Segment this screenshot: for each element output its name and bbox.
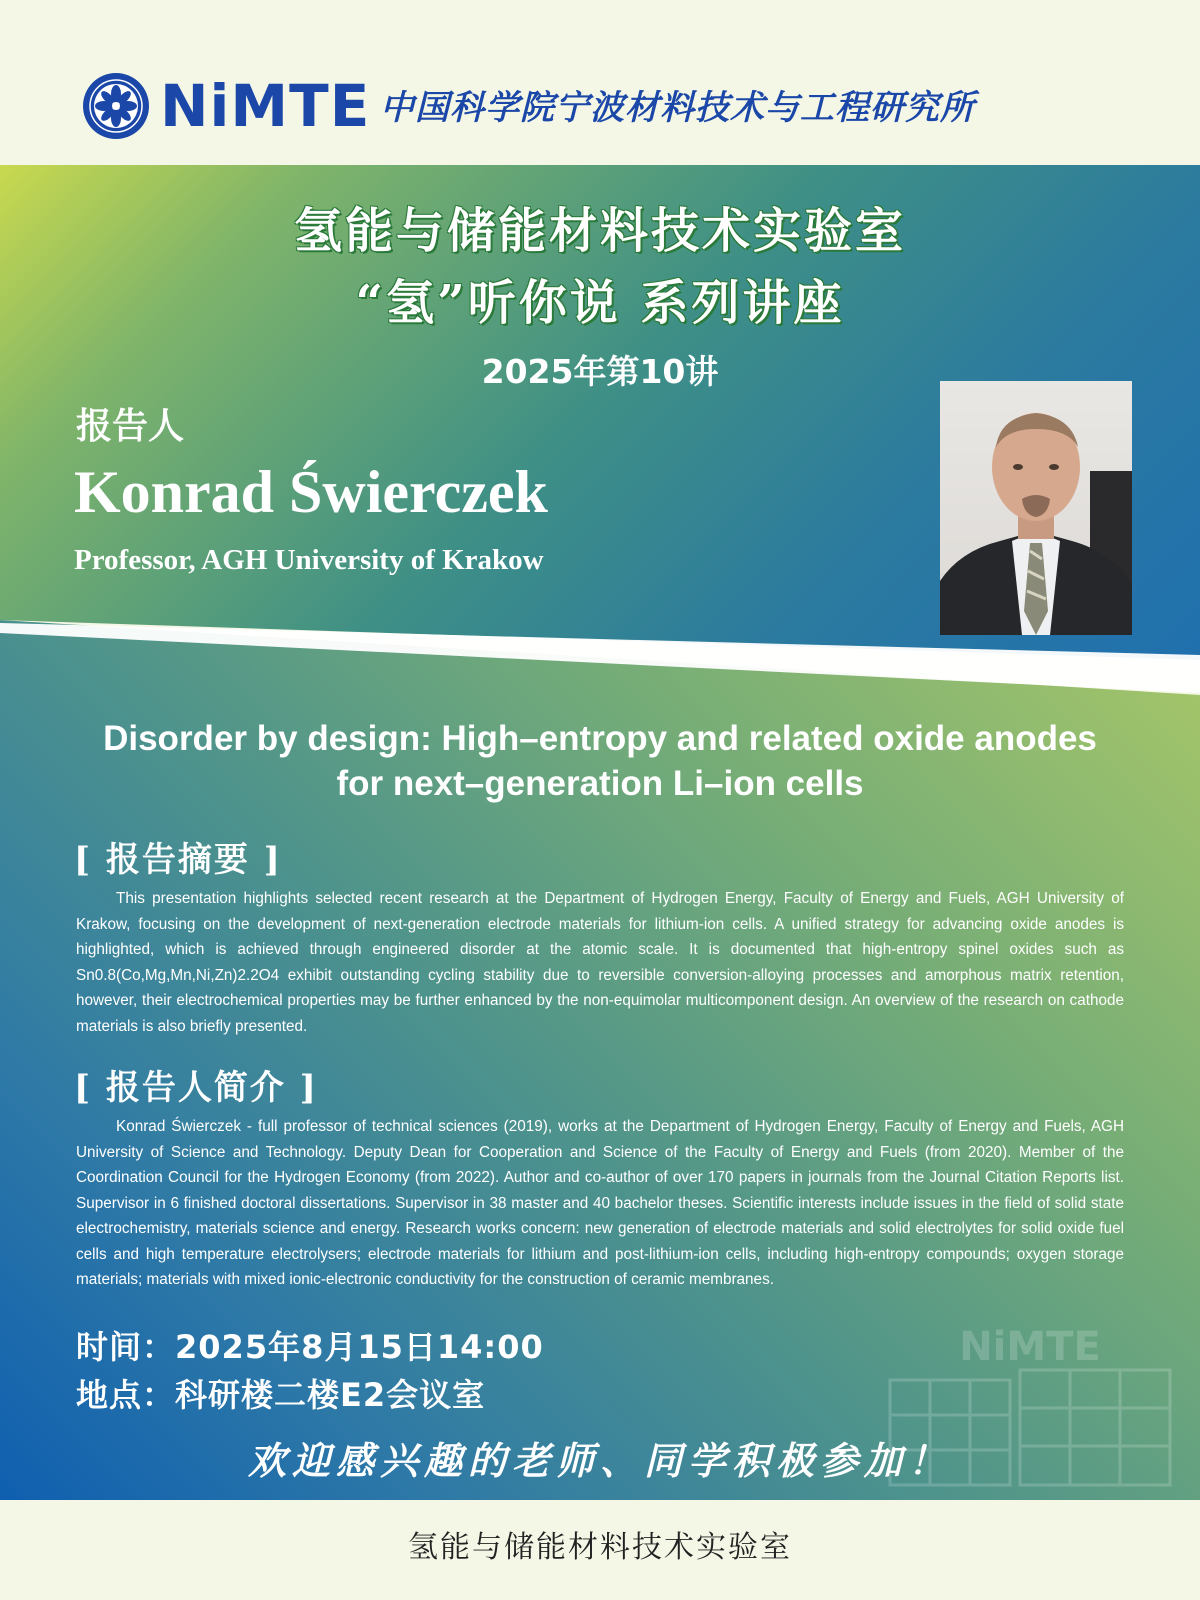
bio-heading: [ 报告人简介 ] (74, 1068, 318, 1108)
speaker-label: 报告人 (76, 405, 185, 447)
time-value: 2025年8月15日14:00 (175, 1328, 544, 1366)
speaker-title: Professor, AGH University of Krakow (74, 544, 544, 576)
bio-text: Konrad Świerczek - full professor of technical sciences (2019), works at the Department of Hydrogen Energy, Faculty of Energy and Fuels, AGH University of Science and Technology. Deputy Dean for Cooperation and Science of the Faculty of Energy and Fuels (from 2020). Member of the Coordination Council for the Hydrogen Economy (from 2022). Author and co-author of over 170 papers in journals from the Journal Citation Reports list. Supervisor in 6 finished doctoral dissertations. Supervisor in 38 master and 40 bachelor theses. Scientific interests include issues in the field of solid state electrochemistry, materials science and energy. Research works concern: new generation of electrode materials and solid electrolytes for solid oxide fuel cells and high temperature electrolysers; electrode materials for lithium and post-lithium-ion cells, including high-entropy compounds; oxygen storage materials; materials with mixed ionic-electronic conductivity for the construction of ceramic membranes. (76, 1118, 1124, 1288)
lab-title: 氢能与储能材料技术实验室 (293, 203, 906, 259)
lecture-number: 2025年第10讲 (481, 352, 719, 391)
place-row (76, 1370, 485, 1416)
place-label: 地点： (76, 1376, 176, 1414)
series-title: “氢”听你说 系列讲座 (355, 275, 845, 331)
talk-title-line-1: Disorder by design: High–entropy and related oxide anodes (103, 719, 1097, 758)
time-label: 时间： (76, 1328, 176, 1366)
logo-wordmark: NiMTE (160, 72, 371, 140)
abstract-text: This presentation highlights selected recent research at the Department of Hydrogen Energy, Faculty of Energy and Fuels, AGH University of Krakow, focusing on the development of next-generation electrode materials for lithium-ion cells. A unified strategy for advancing oxide anodes is highlighted, which is achieved through engineered disorder at the atomic scale. It is documented that high-entropy spinel oxides such as Sn0.8(Co,Mg,Mn,Ni,Zn)2.2O4 exhibit outstanding cycling stability due to reversible conversion-alloying processes and amorphous matrix retention, however, their electrochemical properties may be further enhanced by the non-equimolar multicomponent design. An overview of the research on cathode materials is also briefly presented. (76, 890, 1124, 1035)
svg-text:NiMTE: NiMTE (959, 1324, 1101, 1370)
speaker-name: Konrad Świerczek (74, 459, 548, 525)
institute-name: 中国科学院宁波材料技术与工程研究所 (380, 88, 975, 128)
abstract-heading: [ 报告摘要 ] (74, 840, 282, 880)
welcome-message: 欢迎感兴趣的老师、同学积极参加！ (247, 1438, 952, 1483)
portrait-icon (940, 381, 1132, 635)
place-value: 科研楼二楼E2会议室 (175, 1376, 486, 1414)
time-row (76, 1322, 544, 1368)
cas-emblem-icon (82, 72, 150, 140)
talk-title-line-2: for next–generation Li–ion cells (336, 764, 864, 803)
footer-lab-name: 氢能与储能材料技术实验室 (408, 1530, 792, 1565)
speaker-photo (940, 381, 1132, 635)
talk-title (40, 716, 1160, 806)
